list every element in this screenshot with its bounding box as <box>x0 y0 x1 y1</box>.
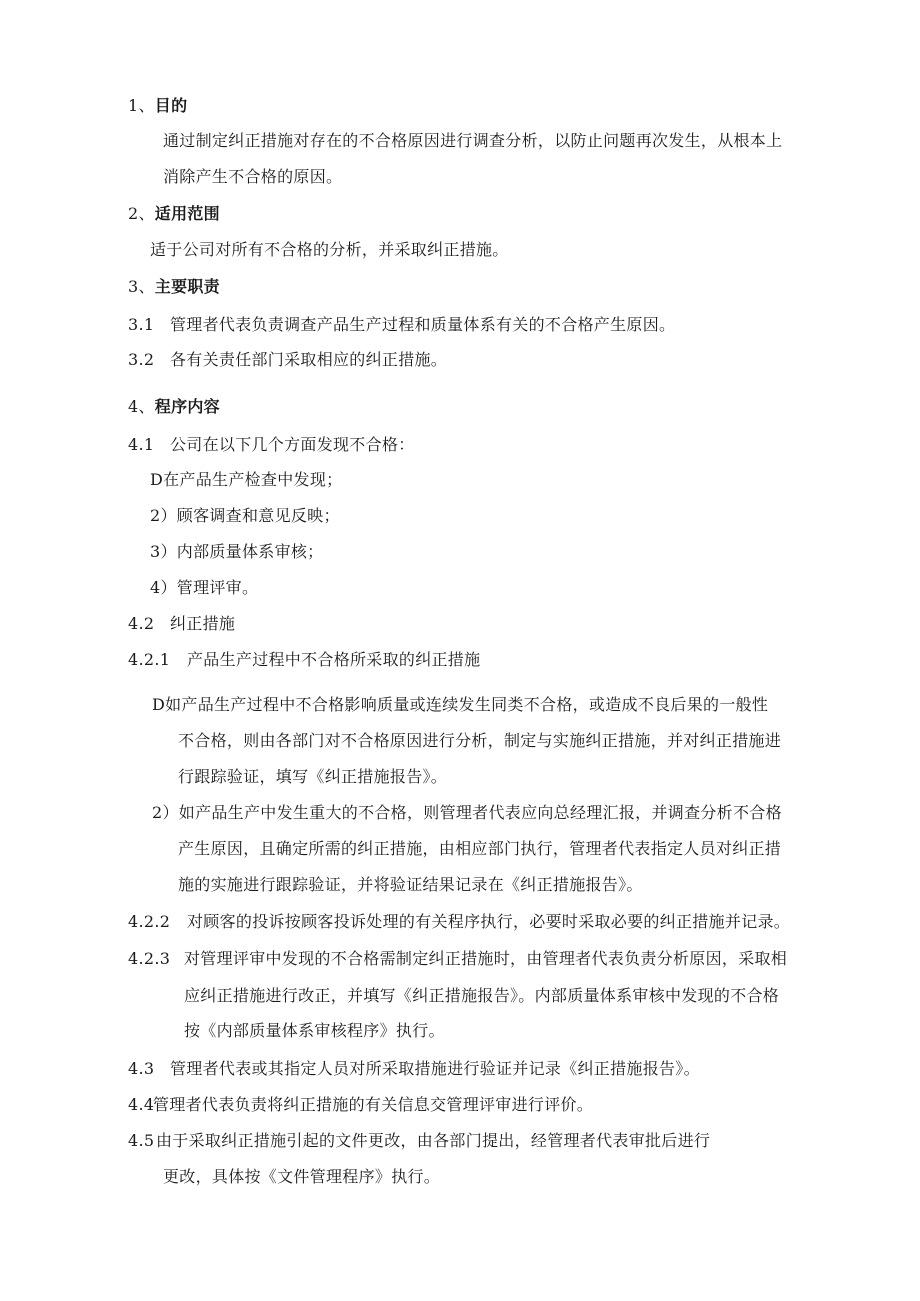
item-3-2 <box>128 350 447 370</box>
item-4-2 <box>128 614 235 634</box>
item-4-4-number: 4.4 <box>128 1095 155 1114</box>
item-4-1-list-item-4: 4）管理评审。 <box>150 578 259 597</box>
item-4-2-1-p2-line-3: 施的实施进行跟踪验证，并将验证结果记录在《纠正措施报告》。 <box>178 875 643 894</box>
item-4-5-number: 4.5 <box>128 1131 155 1150</box>
item-4-2-1 <box>128 650 480 670</box>
item-3-1-number: 3.1 <box>128 315 155 334</box>
item-4-1-text: 公司在以下几个方面发现不合格： <box>170 435 415 454</box>
item-4-2-3-line-1: 对管理评审中发现的不合格需制定纠正措施时，由管理者代表负责分析原因，采取相 <box>184 949 788 968</box>
item-4-2-text: 纠正措施 <box>170 614 236 633</box>
item-3-2-text: 各有关责任部门采取相应的纠正措施。 <box>170 350 448 369</box>
section-4-heading <box>128 397 220 417</box>
section-1-title: 目的 <box>154 96 188 115</box>
item-4-1-list-item-2: 2）顾客调查和意见反映； <box>150 506 340 525</box>
section-4-title: 程序内容 <box>154 397 220 416</box>
item-4-5-line-2: 更改，具体按《文件管理程序》执行。 <box>163 1167 441 1186</box>
item-4-2-1-p1-line-3: 行跟踪验证，填写《纠正措施报告》。 <box>178 767 448 786</box>
item-4-2-2-text: 对顾客的投诉按顾客投诉处理的有关程序执行，必要时采取必要的纠正措施并记录。 <box>187 912 791 931</box>
item-4-2-1-p2-line-1: 2）如产品生产中发生重大的不合格，则管理者代表应向总经理汇报，并调查分析不合格 <box>152 803 782 822</box>
item-4-4 <box>128 1095 593 1115</box>
section-1-heading <box>128 96 187 116</box>
section-1-text-line-1: 通过制定纠正措施对存在的不合格原因进行调查分析，以防止问题再次发生，从根本上 <box>163 131 783 150</box>
item-4-3-number: 4.3 <box>128 1059 155 1078</box>
item-4-2-3 <box>128 949 787 969</box>
section-2-heading <box>128 204 220 224</box>
section-3-heading <box>128 277 220 297</box>
item-4-2-1-number: 4.2.1 <box>128 650 171 669</box>
section-3-number: 3、 <box>128 277 155 296</box>
item-4-2-3-line-3: 按《内部质量体系审核程序》执行。 <box>184 1021 445 1040</box>
section-1-number: 1、 <box>128 96 155 115</box>
item-4-1-list-item-1: D在产品生产检查中发现； <box>150 470 343 489</box>
section-3-title: 主要职责 <box>154 277 220 296</box>
item-4-3-text: 管理者代表或其指定人员对所采取措施进行验证并记录《纠正措施报告》。 <box>170 1059 700 1078</box>
item-4-2-2-number: 4.2.2 <box>128 912 171 931</box>
item-4-1 <box>128 435 415 455</box>
item-4-2-1-text: 产品生产过程中不合格所采取的纠正措施 <box>187 650 481 669</box>
item-4-2-3-number: 4.2.3 <box>128 949 171 968</box>
item-3-1-text: 管理者代表负责调查产品生产过程和质量体系有关的不合格产生原因。 <box>170 315 676 334</box>
section-2-number: 2、 <box>128 204 155 223</box>
section-2-text: 适于公司对所有不合格的分析，并采取纠正措施。 <box>150 240 509 259</box>
section-2-title: 适用范围 <box>154 204 220 223</box>
section-1-text-line-2: 消除产生不合格的原因。 <box>163 167 343 186</box>
item-4-2-3-line-2: 应纠正措施进行改正，并填写《纠正措施报告》。内部质量体系审核中发现的不合格 <box>184 986 780 1005</box>
item-3-2-number: 3.2 <box>128 350 155 369</box>
item-4-2-number: 4.2 <box>128 614 155 633</box>
item-4-1-number: 4.1 <box>128 435 155 454</box>
item-4-1-list-item-3: 3）内部质量体系审核； <box>150 542 324 561</box>
item-4-5-line-1: 由于采取纠正措施引起的文件更改，由各部门提出，经管理者代表审批后进行 <box>156 1131 711 1150</box>
item-4-2-2 <box>128 912 790 932</box>
item-4-2-1-p1-line-1: D如产品生产过程中不合格影响质量或连续发生同类不合格，或造成不良后果的一般性 <box>152 695 769 714</box>
item-4-5 <box>128 1131 710 1151</box>
item-4-3 <box>128 1059 700 1079</box>
item-4-4-text: 管理者代表负责将纠正措施的有关信息交管理评审进行评价。 <box>153 1095 594 1114</box>
section-4-number: 4、 <box>128 397 155 416</box>
item-3-1 <box>128 315 675 335</box>
item-4-2-1-p2-line-2: 产生原因，且确定所需的纠正措施，由相应部门执行，管理者代表指定人员对纠正措 <box>178 839 782 858</box>
item-4-2-1-p1-line-2: 不合格，则由各部门对不合格原因进行分析，制定与实施纠正措施，并对纠正措施进 <box>178 731 782 750</box>
